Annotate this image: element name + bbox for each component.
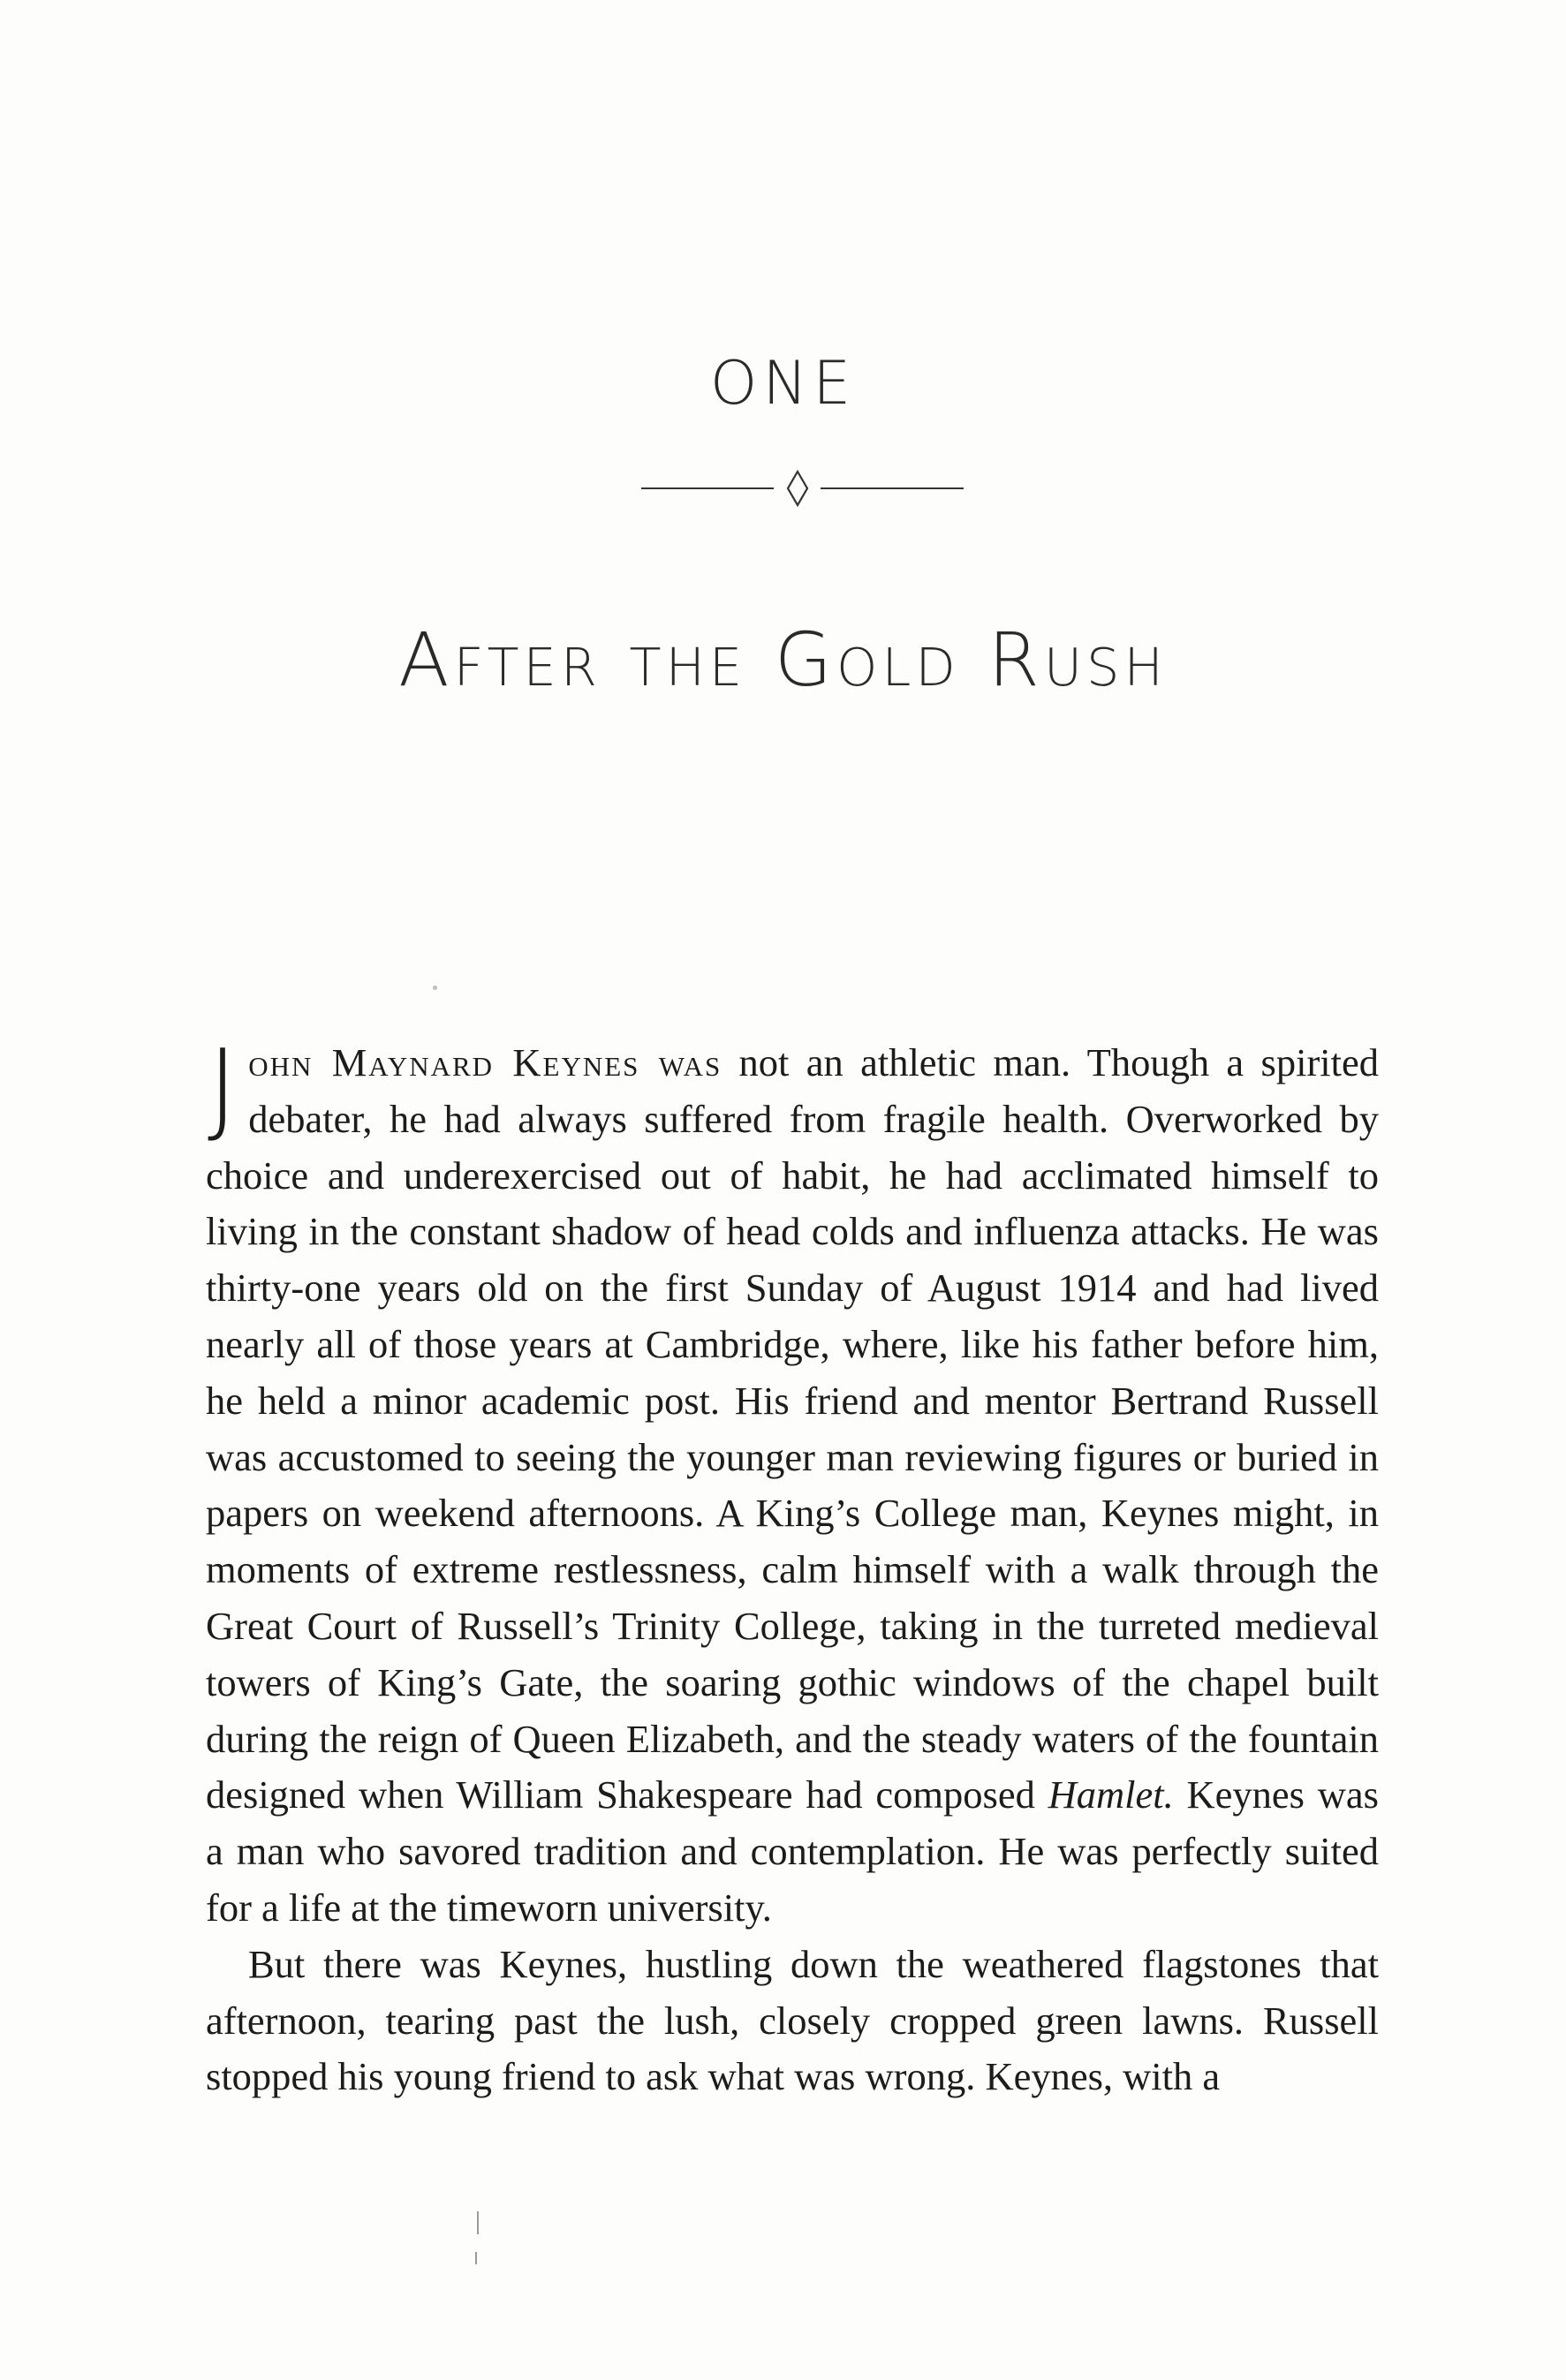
drop-cap: J: [208, 1028, 238, 1147]
paragraph-1: [206, 1028, 1379, 1937]
scan-mark: [475, 2252, 477, 2264]
paragraph-2: But there was Keynes, hustling down the weathered flagstones that afternoon, tearing past the lush, closely cropped green lawns. Russell stopped his young friend to ask what was wrong. Keynes, with a: [206, 1941, 1379, 2099]
scan-mark: [433, 986, 437, 990]
scan-mark: [477, 2211, 479, 2234]
italic-title-hamlet: Hamlet.: [1048, 1772, 1174, 1817]
diamond-icon: [786, 470, 809, 507]
lead-in-small-caps: ohn Maynard Keynes was: [248, 1040, 722, 1084]
paragraph-1-text-b: Keynes was a man who savored tradition and contemplation. He was perfectly suited for a life at the timeworn university.: [206, 1772, 1379, 1930]
chapter-number: ONE: [709, 349, 857, 419]
ornament-rule-right: [821, 487, 964, 489]
body-text: [206, 1028, 1379, 2105]
paragraph-1-text-a: not an athletic man. Though a spirited debater, he had always suffered from fragile health. Overworked by choice and underexercised out of habit, he had acclimated himself to living in the constant shadow of head colds and influenza attacks. He was thirty-one years old on the first Sunday of August 1914 and had lived nearly all of those years at Cambridge, where, like his father before him, he held a minor academic post. His friend and mentor Bertrand Russell was accustomed to seeing the younger man reviewing figures or buried in papers on weekend afternoons. A King’s College man, Keynes might, in moments of extreme restlessness, calm himself with a walk through the Great Court of Russell’s Trinity College, taking in the turreted medieval towers of King’s Gate, the soaring gothic windows of the chapel built during the reign of Queen Elizabeth, and the steady waters of the fountain designed when William Shakespeare had composed: [206, 1040, 1379, 1817]
chapter-ornament: [0, 466, 1566, 510]
ornament-rule-left: [641, 487, 774, 489]
chapter-title: After the Gold Rush: [398, 616, 1168, 703]
